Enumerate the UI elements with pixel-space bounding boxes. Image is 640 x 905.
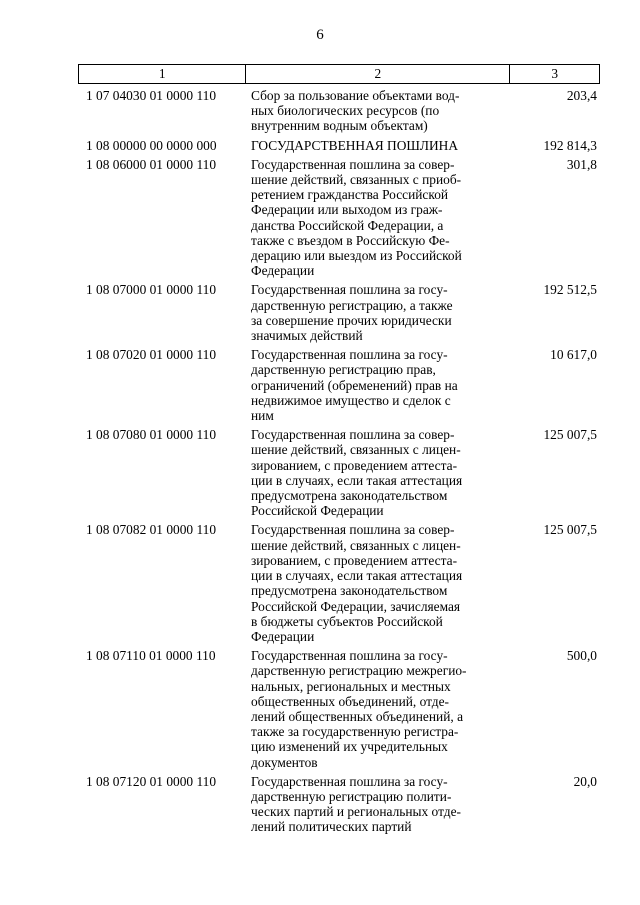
item-amount: 192 512,5 <box>543 282 597 298</box>
budget-code: 1 08 07120 01 0000 110 <box>86 773 217 789</box>
budget-table <box>78 64 600 835</box>
item-name: Государственная пошлина за совер- шение действий, связанных с лицен- зированием, с проведением аттеста- ции в случаях, если такая аттестация предусмотрена законодательством Российской Федерации, зачисляемая в бюджеты субъектов Российской Федерации <box>251 522 463 644</box>
budget-code: 1 08 07080 01 0000 110 <box>86 427 217 443</box>
item-amount: 500,0 <box>566 648 597 664</box>
table-row <box>78 427 600 518</box>
budget-code: 1 08 00000 00 0000 000 <box>86 137 217 153</box>
item-name: Государственная пошлина за совер- шение действий, связанных с лицен- зированием, с проведением аттеста- ции в случаях, если такая аттестация предусмотрена законодательством Российской Федерации <box>251 427 463 519</box>
item-name: Сбор за пользование объектами вод- ных биологических ресурсов (по внутренним водным объектам) <box>251 88 460 134</box>
item-amount: 10 617,0 <box>550 347 597 363</box>
item-name: Государственная пошлина за совер- шение действий, связанных с приоб- ретением гражданства Российской Федерации или выходом из граж- данства Российской Федерации, а также с въездом в Российскую Фе- дерацию или выездом из Российской Федерации <box>251 156 462 279</box>
item-name: Государственная пошлина за госу- дарственную регистрацию прав, ограничений (обременений) прав на недвижимое имущество и сделок с ним <box>251 347 458 424</box>
item-name: ГОСУДАРСТВЕННАЯ ПОШЛИНА <box>251 137 458 153</box>
table-row <box>78 648 600 770</box>
budget-code: 1 08 07082 01 0000 110 <box>86 522 217 538</box>
item-name: Государственная пошлина за госу- дарственную регистрацию полити- ческих партий и региональных отде- лений политических партий <box>251 773 461 835</box>
table-row <box>78 522 600 644</box>
item-amount: 301,8 <box>566 156 597 172</box>
item-name: Государственная пошлина за госу- дарственную регистрацию межрегио- нальных, региональных и местных общественных объединений, отде- лений общественных объединений, а также за государственную регистра- цию изменений их учредительных документов <box>251 648 467 770</box>
table-row <box>78 282 600 343</box>
page-number: 6 <box>316 27 324 43</box>
item-amount: 125 007,5 <box>543 522 597 538</box>
budget-code: 1 08 07110 01 0000 110 <box>86 648 216 664</box>
table-row <box>78 138 600 153</box>
header-col-2: 2 <box>245 65 509 83</box>
table-row <box>78 88 600 134</box>
table-row <box>78 347 600 423</box>
item-name: Государственная пошлина за госу- дарственную регистрацию, а также за совершение прочих юридически значимых действий <box>251 282 453 344</box>
header-col-1: 1 <box>158 66 166 82</box>
item-amount: 20,0 <box>573 773 597 789</box>
item-amount: 203,4 <box>566 88 597 103</box>
item-amount: 192 814,3 <box>543 137 597 153</box>
item-amount: 125 007,5 <box>543 427 597 443</box>
budget-code: 1 07 04030 01 0000 110 <box>86 88 217 103</box>
header-col-3: 3 <box>509 65 599 83</box>
table-row <box>78 157 600 279</box>
budget-code: 1 08 07000 01 0000 110 <box>86 282 217 298</box>
table-header <box>78 64 600 84</box>
budget-code: 1 08 06000 01 0000 110 <box>86 156 217 172</box>
table-row <box>78 774 600 835</box>
budget-code: 1 08 07020 01 0000 110 <box>86 347 217 363</box>
